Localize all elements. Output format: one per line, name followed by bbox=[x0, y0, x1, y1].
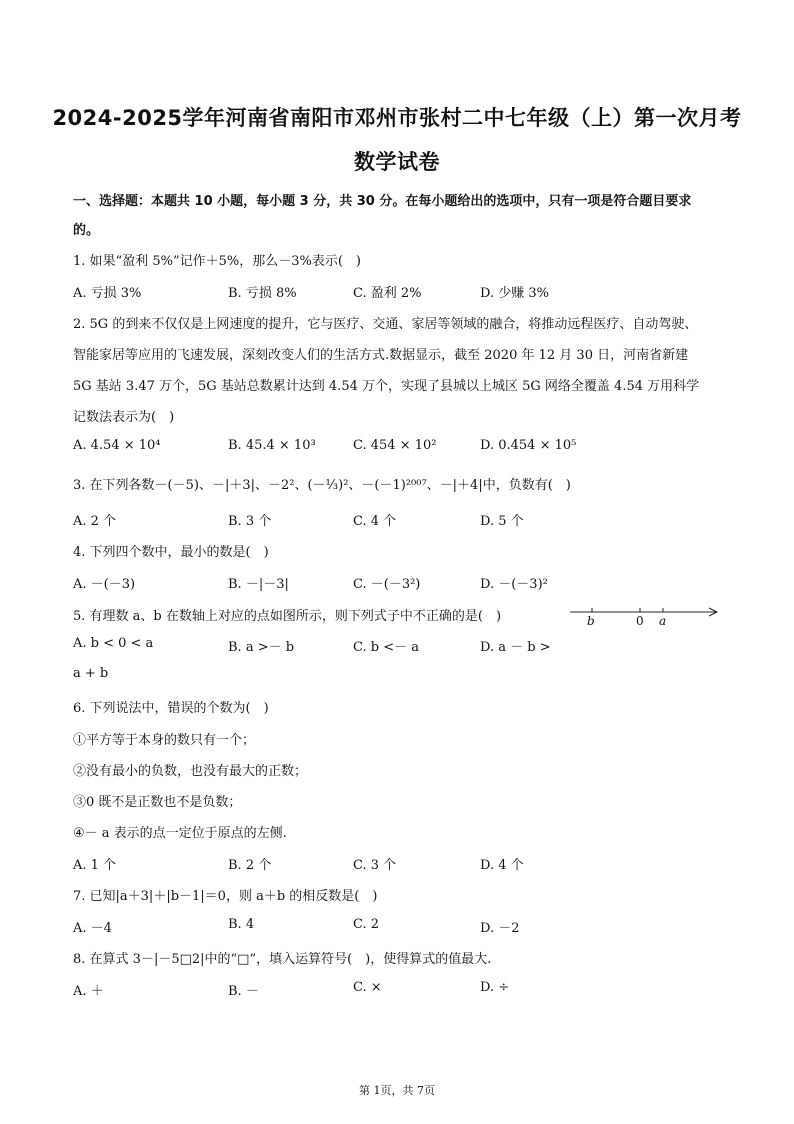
option-a: A. ＋ bbox=[73, 984, 104, 999]
statement-item: ②没有最小的负数，也没有最大的正数； bbox=[73, 764, 308, 779]
question-1-options bbox=[73, 282, 733, 300]
option-c: C. －(－3²) bbox=[353, 577, 421, 592]
option-c: C. × bbox=[353, 980, 382, 995]
option-a: A. 2 个 bbox=[73, 514, 117, 529]
option-b: B. a >－ b bbox=[228, 640, 295, 655]
option-d: D. 4 个 bbox=[480, 858, 524, 873]
question-6-stem: 6. 下列说法中，错误的个数为( ) bbox=[73, 701, 269, 716]
question-5-option-d-continuation: a + b bbox=[73, 666, 109, 681]
option-a: A. b < 0 < a bbox=[73, 636, 154, 651]
section-header-cont: 的。 bbox=[73, 223, 100, 238]
option-d: D. 5 个 bbox=[480, 514, 524, 529]
option-b: B. － bbox=[228, 984, 259, 999]
statement-item: ③0 既不是正数也不是负数； bbox=[73, 795, 242, 810]
option-d: D. a － b > bbox=[480, 640, 551, 655]
question-7-stem: 7. 已知|a＋3|＋|b－1|＝0，则 a＋b 的相反数是( ) bbox=[73, 889, 378, 904]
question-5-options bbox=[73, 636, 733, 654]
option-b: B. 亏损 8% bbox=[228, 286, 297, 301]
option-b: B. 2 个 bbox=[228, 858, 272, 873]
option-b: B. 3 个 bbox=[228, 514, 272, 529]
option-c: C. 4 个 bbox=[353, 514, 397, 529]
option-c: C. 3 个 bbox=[353, 858, 397, 873]
question-6-options bbox=[73, 854, 733, 872]
option-d: D. －(－3)² bbox=[480, 577, 548, 592]
option-c: C. 2 bbox=[353, 917, 380, 932]
number-line-label-zero: 0 bbox=[636, 614, 644, 628]
option-c: C. 盈利 2% bbox=[353, 286, 422, 301]
option-a: A. －(－3) bbox=[73, 577, 136, 592]
option-a: A. －4 bbox=[73, 921, 112, 936]
option-d: D. 少赚 3% bbox=[480, 286, 549, 301]
question-7-options bbox=[73, 917, 733, 935]
question-2-stem-line: 智能家居等应用的飞速发展，深刻改变人们的生活方式.数据显示，截至 2020 年 12 月 30 日，河南省新建 bbox=[73, 348, 689, 363]
statement-item: ④－ a 表示的点一定位于原点的左侧. bbox=[73, 826, 287, 841]
option-b: B. 45.4 × 10³ bbox=[228, 438, 316, 453]
section-header: 一、选择题：本题共 10 小题，每小题 3 分，共 30 分。在每小题给出的选项中，只有一项是符合题目要求 bbox=[73, 194, 692, 209]
option-d: D. ÷ bbox=[480, 980, 510, 995]
question-8-stem: 8. 在算式 3－|－5□2|中的“□”，填入运算符号( )，使得算式的值最大. bbox=[73, 952, 492, 967]
question-8-options bbox=[73, 980, 733, 998]
question-3-options bbox=[73, 510, 733, 528]
option-c: C. 454 × 10² bbox=[353, 438, 437, 453]
question-5-stem: 5. 有理数 a、b 在数轴上对应的点如图所示，则下列式子中不正确的是( ) bbox=[73, 609, 502, 624]
page-title: 2024-2025学年河南省南阳市邓州市张村二中七年级（上）第一次月考 bbox=[52, 106, 742, 130]
option-d: D. 0.454 × 10⁵ bbox=[480, 438, 577, 453]
page-subtitle: 数学试卷 bbox=[354, 150, 440, 174]
option-b: B. －|－3| bbox=[228, 577, 289, 592]
question-3-stem: 3. 在下列各数－(－5)、－|＋3|、－2²、(－⅓)²、－(－1)²⁰⁰⁷、－|＋4|中，负数有( ) bbox=[73, 478, 571, 493]
question-4-stem: 4. 下列四个数中，最小的数是( ) bbox=[73, 545, 269, 560]
question-4-options bbox=[73, 573, 733, 591]
number-line-label-a: a bbox=[659, 614, 667, 628]
number-line-label-b: b bbox=[587, 614, 595, 628]
question-2-stem-line: 2. 5G 的到来不仅仅是上网速度的提升，它与医疗、交通、家居等领域的融合，将推动远程医疗、自动驾驶、 bbox=[73, 317, 698, 332]
option-a: A. 1 个 bbox=[73, 858, 117, 873]
page-footer: 第 1页，共 7页 bbox=[359, 1084, 435, 1097]
question-1-stem: 1. 如果“盈利 5%”记作＋5%，那么－3%表示( ) bbox=[73, 254, 361, 269]
option-c: C. b <－ a bbox=[353, 640, 419, 655]
option-d: D. －2 bbox=[480, 921, 520, 936]
option-a: A. 4.54 × 10⁴ bbox=[73, 438, 161, 453]
question-2-stem-line: 记数法表示为( ) bbox=[73, 410, 175, 425]
question-2-stem-line: 5G 基站 3.47 万个，5G 基站总数累计达到 4.54 万个，实现了县城以上城区 5G 网络全覆盖 4.54 万用科学 bbox=[73, 379, 700, 394]
number-line-figure bbox=[570, 604, 720, 630]
statement-item: ①平方等于本身的数只有一个； bbox=[73, 733, 256, 748]
question-2-options bbox=[73, 438, 733, 456]
option-b: B. 4 bbox=[228, 917, 255, 932]
option-a: A. 亏损 3% bbox=[73, 286, 142, 301]
